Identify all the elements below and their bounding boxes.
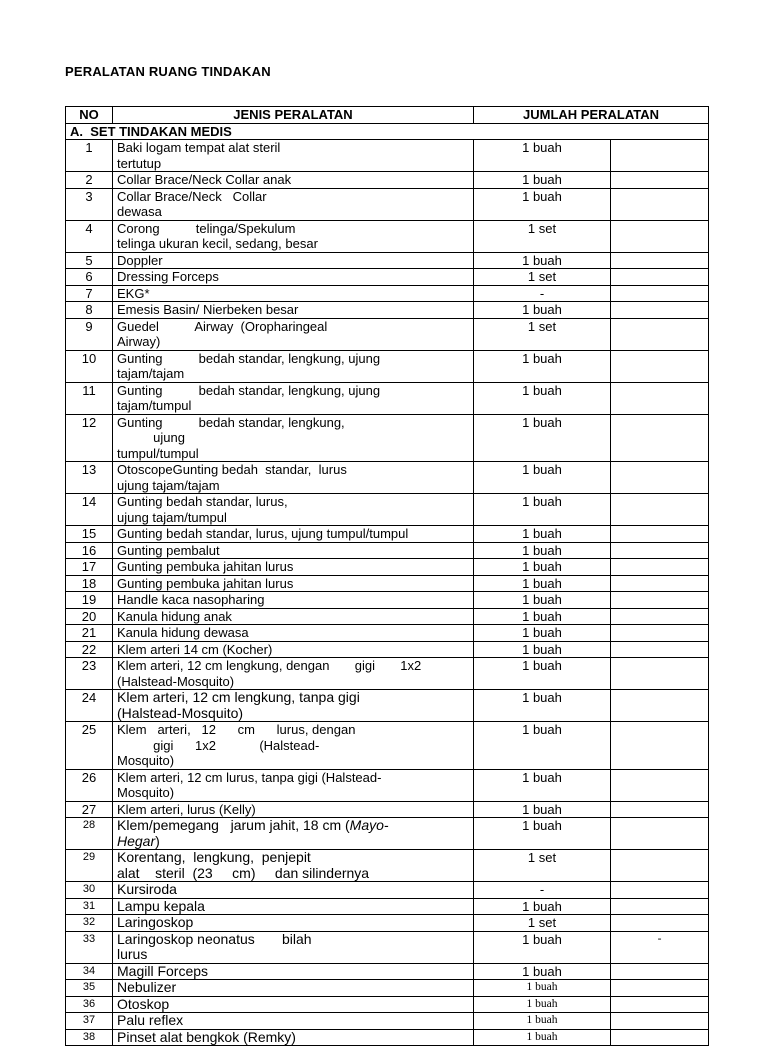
- row-number: 36: [66, 996, 113, 1013]
- row-number: 38: [66, 1029, 113, 1046]
- equipment-name: Nebulizer: [113, 980, 474, 997]
- extra-column-cell: [611, 690, 709, 722]
- extra-column-cell: [611, 140, 709, 172]
- row-number: 14: [66, 494, 113, 526]
- equipment-name: Doppler: [113, 252, 474, 269]
- equipment-name: [113, 818, 474, 850]
- extra-column-cell: [611, 414, 709, 462]
- equipment-name: Baki logam tempat alat steril tertutup: [113, 140, 474, 172]
- row-number: 12: [66, 414, 113, 462]
- table-row: [66, 658, 709, 690]
- equipment-name: Korentang, lengkung, penjepit alat steril (23 cm) dan silindernya: [113, 850, 474, 882]
- row-number: 2: [66, 172, 113, 189]
- extra-column-cell: [611, 882, 709, 899]
- equipment-name: Emesis Basin/ Nierbeken besar: [113, 302, 474, 319]
- equipment-quantity: -: [474, 285, 611, 302]
- equipment-name: Klem arteri, lurus (Kelly): [113, 801, 474, 818]
- extra-column-cell: [611, 641, 709, 658]
- equipment-quantity: 1 buah: [474, 172, 611, 189]
- equipment-quantity: 1 buah: [474, 722, 611, 770]
- header-no: NO: [66, 107, 113, 124]
- equipment-name: Corong telinga/Spekulum telinga ukuran kecil, sedang, besar: [113, 220, 474, 252]
- equipment-quantity: 1 buah: [474, 252, 611, 269]
- equipment-quantity: 1 buah: [474, 140, 611, 172]
- table-row: [66, 172, 709, 189]
- equipment-name: Pinset alat bengkok (Remky): [113, 1029, 474, 1046]
- equipment-quantity: 1 buah: [474, 931, 611, 963]
- table-row: [66, 188, 709, 220]
- equipment-quantity: 1 buah: [474, 1029, 611, 1046]
- equipment-name: Klem arteri 14 cm (Kocher): [113, 641, 474, 658]
- equipment-name: Dressing Forceps: [113, 269, 474, 286]
- extra-column-cell: [611, 592, 709, 609]
- equipment-name: Gunting bedah standar, lurus, ujung tumpul/tumpul: [113, 526, 474, 543]
- row-number: 10: [66, 350, 113, 382]
- equipment-name: Kanula hidung dewasa: [113, 625, 474, 642]
- row-number: 18: [66, 575, 113, 592]
- equipment-quantity: 1 buah: [474, 592, 611, 609]
- equipment-name: OtoscopeGunting bedah standar, lurus ujung tajam/tajam: [113, 462, 474, 494]
- equipment-quantity: 1 set: [474, 220, 611, 252]
- equipment-name: Handle kaca nasopharing: [113, 592, 474, 609]
- equipment-quantity: 1 buah: [474, 414, 611, 462]
- table-row: [66, 931, 709, 963]
- equipment-name: Klem arteri, 12 cm lurus, dengan gigi 1x2 (Halstead- Mosquito): [113, 722, 474, 770]
- section-row: [66, 123, 709, 140]
- extra-column-cell: -: [611, 931, 709, 963]
- row-number: 9: [66, 318, 113, 350]
- name-italic-part: Mayo-: [349, 817, 389, 833]
- page-title: PERALATAN RUANG TINDAKAN: [65, 64, 271, 79]
- equipment-name: Kursiroda: [113, 882, 474, 899]
- equipment-name: Guedel Airway (Oropharingeal Airway): [113, 318, 474, 350]
- row-number: 6: [66, 269, 113, 286]
- equipment-name: Klem arteri, 12 cm lurus, tanpa gigi (Halstead- Mosquito): [113, 769, 474, 801]
- name-part: ): [155, 832, 160, 849]
- extra-column-cell: [611, 898, 709, 915]
- row-number: 3: [66, 188, 113, 220]
- equipment-name: Magill Forceps: [113, 963, 474, 980]
- equipment-quantity: 1 buah: [474, 818, 611, 850]
- table-row: [66, 608, 709, 625]
- equipment-quantity: 1 set: [474, 850, 611, 882]
- extra-column-cell: [611, 850, 709, 882]
- equipment-quantity: 1 buah: [474, 462, 611, 494]
- section-label: A. SET TINDAKAN MEDIS: [66, 123, 709, 140]
- name-part: Klem/pemegang jarum jahit, 18 cm (: [117, 817, 350, 833]
- table-row: [66, 818, 709, 850]
- extra-column-cell: [611, 818, 709, 850]
- extra-column-cell: [611, 526, 709, 543]
- table-row: [66, 382, 709, 414]
- equipment-quantity: 1 buah: [474, 526, 611, 543]
- equipment-quantity: 1 buah: [474, 641, 611, 658]
- table-row: [66, 996, 709, 1013]
- row-number: 21: [66, 625, 113, 642]
- equipment-quantity: 1 buah: [474, 625, 611, 642]
- equipment-quantity: 1 buah: [474, 382, 611, 414]
- row-number: 16: [66, 542, 113, 559]
- equipment-name: EKG*: [113, 285, 474, 302]
- table-row: [66, 269, 709, 286]
- equipment-name: Gunting bedah standar, lengkung, ujung tumpul/tumpul: [113, 414, 474, 462]
- row-number: 34: [66, 963, 113, 980]
- table-row: [66, 318, 709, 350]
- extra-column-cell: [611, 801, 709, 818]
- equipment-name: Gunting pembuka jahitan lurus: [113, 559, 474, 576]
- table-row: [66, 915, 709, 932]
- row-number: 31: [66, 898, 113, 915]
- row-number: 24: [66, 690, 113, 722]
- row-number: 30: [66, 882, 113, 899]
- equipment-name: Collar Brace/Neck Collar anak: [113, 172, 474, 189]
- table-row: [66, 140, 709, 172]
- equipment-quantity: 1 buah: [474, 559, 611, 576]
- equipment-table: [65, 106, 709, 1046]
- row-number: 8: [66, 302, 113, 319]
- table-body: [66, 123, 709, 1046]
- table-row: [66, 252, 709, 269]
- row-number: 23: [66, 658, 113, 690]
- row-number: 32: [66, 915, 113, 932]
- equipment-quantity: 1 buah: [474, 542, 611, 559]
- equipment-quantity: 1 buah: [474, 801, 611, 818]
- table-row: [66, 526, 709, 543]
- table-row: [66, 592, 709, 609]
- table-row: [66, 494, 709, 526]
- row-number: 28: [66, 818, 113, 850]
- table-row: [66, 462, 709, 494]
- row-number: 4: [66, 220, 113, 252]
- extra-column-cell: [611, 608, 709, 625]
- row-number: 35: [66, 980, 113, 997]
- extra-column-cell: [611, 318, 709, 350]
- equipment-name: Palu reflex: [113, 1013, 474, 1030]
- extra-column-cell: [611, 575, 709, 592]
- table-row: [66, 801, 709, 818]
- equipment-name: Gunting pembalut: [113, 542, 474, 559]
- table-row: [66, 1013, 709, 1030]
- table-header-row: [66, 107, 709, 124]
- extra-column-cell: [611, 462, 709, 494]
- row-number: 29: [66, 850, 113, 882]
- extra-column-cell: [611, 252, 709, 269]
- equipment-name: Kanula hidung anak: [113, 608, 474, 625]
- row-number: 25: [66, 722, 113, 770]
- table-row: [66, 350, 709, 382]
- extra-column-cell: [611, 963, 709, 980]
- header-jenis: JENIS PERALATAN: [113, 107, 474, 124]
- table-row: [66, 559, 709, 576]
- equipment-quantity: 1 buah: [474, 769, 611, 801]
- extra-column-cell: [611, 172, 709, 189]
- extra-column-cell: [611, 769, 709, 801]
- equipment-quantity: 1 buah: [474, 690, 611, 722]
- table-row: [66, 1029, 709, 1046]
- equipment-quantity: 1 buah: [474, 898, 611, 915]
- equipment-quantity: 1 buah: [474, 1013, 611, 1030]
- table-row: [66, 690, 709, 722]
- row-number: 11: [66, 382, 113, 414]
- equipment-name: Lampu kepala: [113, 898, 474, 915]
- equipment-quantity: 1 buah: [474, 996, 611, 1013]
- equipment-quantity: 1 set: [474, 269, 611, 286]
- extra-column-cell: [611, 1013, 709, 1030]
- extra-column-cell: [611, 494, 709, 526]
- equipment-name: Gunting bedah standar, lengkung, ujung tajam/tumpul: [113, 382, 474, 414]
- extra-column-cell: [611, 382, 709, 414]
- row-number: 7: [66, 285, 113, 302]
- extra-column-cell: [611, 350, 709, 382]
- equipment-quantity: 1 buah: [474, 302, 611, 319]
- extra-column-cell: [611, 188, 709, 220]
- extra-column-cell: [611, 1029, 709, 1046]
- equipment-quantity: 1 set: [474, 318, 611, 350]
- equipment-name: Laringoskop: [113, 915, 474, 932]
- table-row: [66, 641, 709, 658]
- row-number: 26: [66, 769, 113, 801]
- extra-column-cell: [611, 996, 709, 1013]
- table-row: [66, 898, 709, 915]
- extra-column-cell: [611, 625, 709, 642]
- extra-column-cell: [611, 302, 709, 319]
- table-row: [66, 625, 709, 642]
- equipment-name: Gunting bedah standar, lurus, ujung tajam/tumpul: [113, 494, 474, 526]
- equipment-quantity: 1 buah: [474, 608, 611, 625]
- row-number: 37: [66, 1013, 113, 1030]
- table-row: [66, 220, 709, 252]
- extra-column-cell: [611, 658, 709, 690]
- table-row: [66, 882, 709, 899]
- extra-column-cell: [611, 559, 709, 576]
- table-row: [66, 575, 709, 592]
- equipment-quantity: 1 buah: [474, 963, 611, 980]
- row-number: 20: [66, 608, 113, 625]
- table-row: [66, 414, 709, 462]
- header-jumlah: JUMLAH PERALATAN: [474, 107, 709, 124]
- extra-column-cell: [611, 285, 709, 302]
- equipment-quantity: 1 buah: [474, 350, 611, 382]
- row-number: 5: [66, 252, 113, 269]
- equipment-quantity: 1 buah: [474, 980, 611, 997]
- equipment-quantity: 1 set: [474, 915, 611, 932]
- equipment-name: Gunting bedah standar, lengkung, ujung tajam/tajam: [113, 350, 474, 382]
- equipment-quantity: -: [474, 882, 611, 899]
- equipment-name: Otoskop: [113, 996, 474, 1013]
- name-italic-part: Hegar: [117, 832, 156, 849]
- equipment-quantity: 1 buah: [474, 658, 611, 690]
- equipment-quantity: 1 buah: [474, 494, 611, 526]
- equipment-name: Gunting pembuka jahitan lurus: [113, 575, 474, 592]
- equipment-name: Collar Brace/Neck Collar dewasa: [113, 188, 474, 220]
- extra-column-cell: [611, 220, 709, 252]
- table-row: [66, 722, 709, 770]
- row-number: 27: [66, 801, 113, 818]
- extra-column-cell: [611, 980, 709, 997]
- extra-column-cell: [611, 722, 709, 770]
- extra-column-cell: [611, 915, 709, 932]
- table-row: [66, 850, 709, 882]
- equipment-name: Laringoskop neonatus bilah lurus: [113, 931, 474, 963]
- row-number: 33: [66, 931, 113, 963]
- equipment-quantity: 1 buah: [474, 575, 611, 592]
- row-number: 17: [66, 559, 113, 576]
- extra-column-cell: [611, 269, 709, 286]
- row-number: 15: [66, 526, 113, 543]
- table-row: [66, 542, 709, 559]
- row-number: 1: [66, 140, 113, 172]
- table-row: [66, 285, 709, 302]
- table-row: [66, 963, 709, 980]
- row-number: 13: [66, 462, 113, 494]
- equipment-name: Klem arteri, 12 cm lengkung, tanpa gigi (Halstead-Mosquito): [113, 690, 474, 722]
- table-row: [66, 980, 709, 997]
- extra-column-cell: [611, 542, 709, 559]
- equipment-quantity: 1 buah: [474, 188, 611, 220]
- table-row: [66, 302, 709, 319]
- equipment-name: Klem arteri, 12 cm lengkung, dengan gigi 1x2 (Halstead-Mosquito): [113, 658, 474, 690]
- row-number: 22: [66, 641, 113, 658]
- table-row: [66, 769, 709, 801]
- row-number: 19: [66, 592, 113, 609]
